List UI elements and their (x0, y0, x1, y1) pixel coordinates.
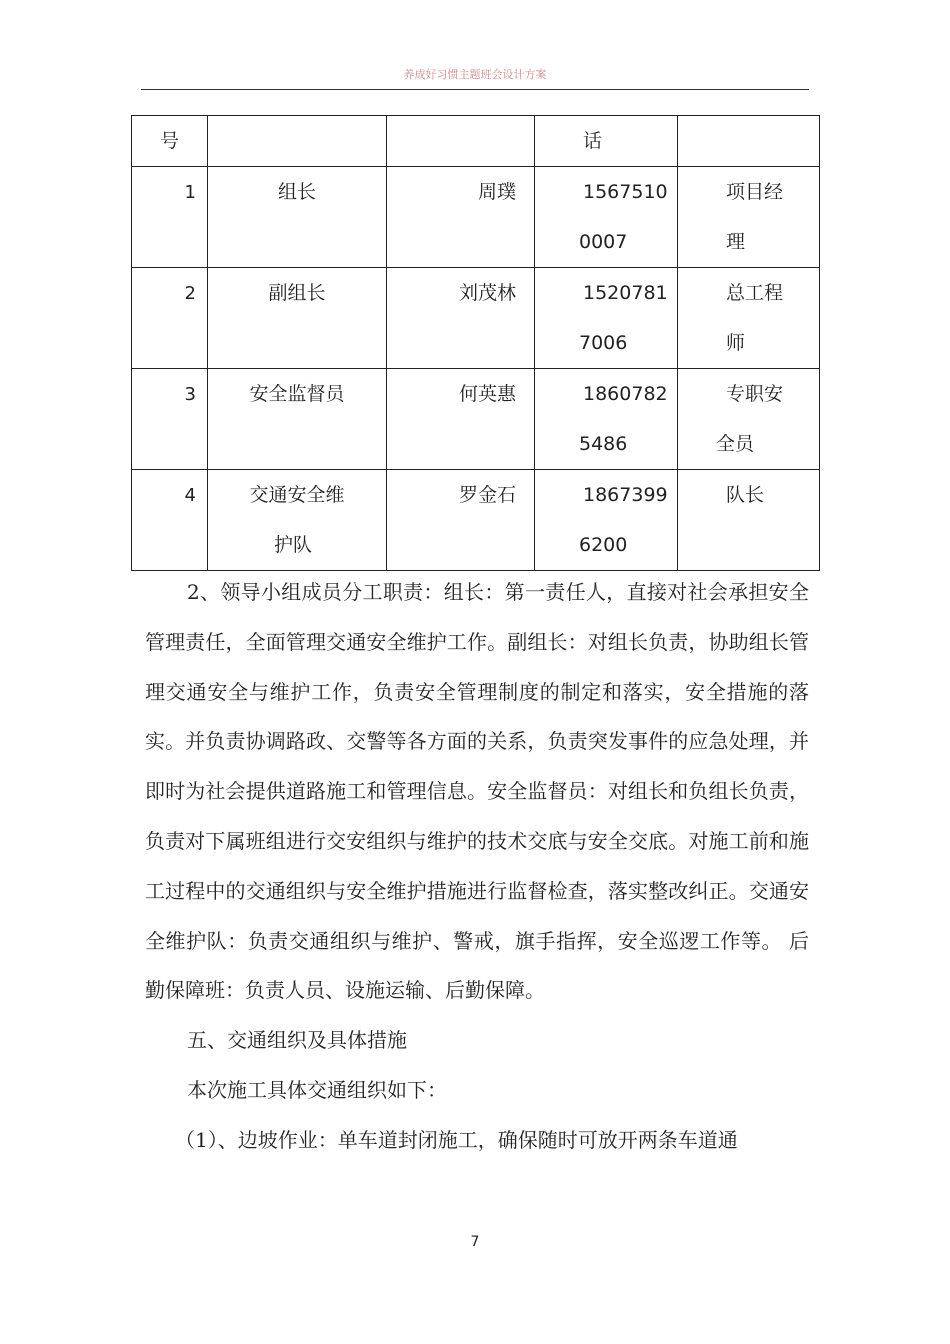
row-name: 周璞 (387, 167, 535, 268)
row-phone (535, 268, 678, 369)
row-title (678, 268, 820, 369)
table-row (132, 369, 820, 470)
page-header-title: 养成好习惯主题班会设计方案 (403, 68, 547, 81)
phone-line-2: 6200 (579, 534, 628, 556)
row-name: 何英惠 (387, 369, 535, 470)
phone-line-1: 1520781 (583, 282, 668, 304)
title-line-1: 队长 (726, 484, 765, 506)
title-line-2: 师 (726, 332, 746, 354)
row-number: 2 (132, 268, 208, 369)
title-line-2: 理 (726, 231, 746, 253)
row-phone (535, 369, 678, 470)
row-number: 4 (132, 470, 208, 571)
row-role: 安全监督员 (208, 369, 387, 470)
phone-line-1: 1567510 (583, 181, 668, 203)
table-row (132, 268, 820, 369)
row-title (678, 369, 820, 470)
head-cell-num: 号 (132, 116, 208, 167)
head-cell-title (678, 116, 820, 167)
row-role: 副组长 (208, 268, 387, 369)
member-table (131, 115, 820, 571)
head-cell-phone: 话 (535, 116, 678, 167)
row-title (678, 167, 820, 268)
phone-line-2: 0007 (579, 231, 628, 253)
row-phone (535, 167, 678, 268)
role-line-2: 护队 (274, 534, 313, 556)
table-row (132, 167, 820, 268)
paragraph-intro: 本次施工具体交通组织如下： (187, 1077, 447, 1102)
row-title (678, 470, 820, 571)
phone-line-1: 1860782 (583, 383, 668, 405)
row-name: 罗金石 (387, 470, 535, 571)
row-number: 3 (132, 369, 208, 470)
table-head-row (132, 116, 820, 167)
title-line-1: 项目经 (726, 181, 784, 203)
title-line-1: 专职安 (726, 383, 784, 405)
phone-line-1: 1867399 (583, 484, 668, 506)
phone-line-2: 7006 (579, 332, 628, 354)
body-text (145, 568, 809, 1166)
title-line-1: 总工程 (726, 282, 784, 304)
paragraph-duties: 2、领导小组成员分工职责：组长：第一责任人，直接对社会承担安全管理责任，全面管理交通安全维护工作。副组长：对组长负责，协助组长管理交通安全与维护工作，负责安全管理制度的制定和落实，安全措施的落实。并负责协调路政、交警等各方面的关系，负责突发事件的应急处理，并即时为社会提供道路施工和管理信息。安全监督员：对组长和负组长负责，负责对下属班组进行交安组织与维护的技术交底与安全交底。对施工前和施工过程中的交通组织与安全维护措施进行监督检查，落实整改纠正。交通安全维护队：负责交通组织与维护、警戒，旗手指挥，安全巡逻工作等。 后勤保障班：负责人员、设施运输、后勤保障。 (145, 580, 809, 1003)
table-row (132, 470, 820, 571)
row-role (208, 470, 387, 571)
page-number: 7 (470, 1234, 480, 1250)
head-cell-name (387, 116, 535, 167)
row-name: 刘茂林 (387, 268, 535, 369)
row-number: 1 (132, 167, 208, 268)
title-line-2: 全员 (716, 433, 755, 455)
phone-line-2: 5486 (579, 433, 628, 455)
section-heading: 五、交通组织及具体措施 (187, 1028, 407, 1053)
row-role: 组长 (208, 167, 387, 268)
role-line-1: 交通安全维 (249, 484, 345, 506)
paragraph-item-1: （1）、边坡作业：单车道封闭施工，确保随时可放开两条车道通 (175, 1127, 738, 1152)
head-cell-role (208, 116, 387, 167)
header-rule (141, 89, 809, 90)
row-phone (535, 470, 678, 571)
